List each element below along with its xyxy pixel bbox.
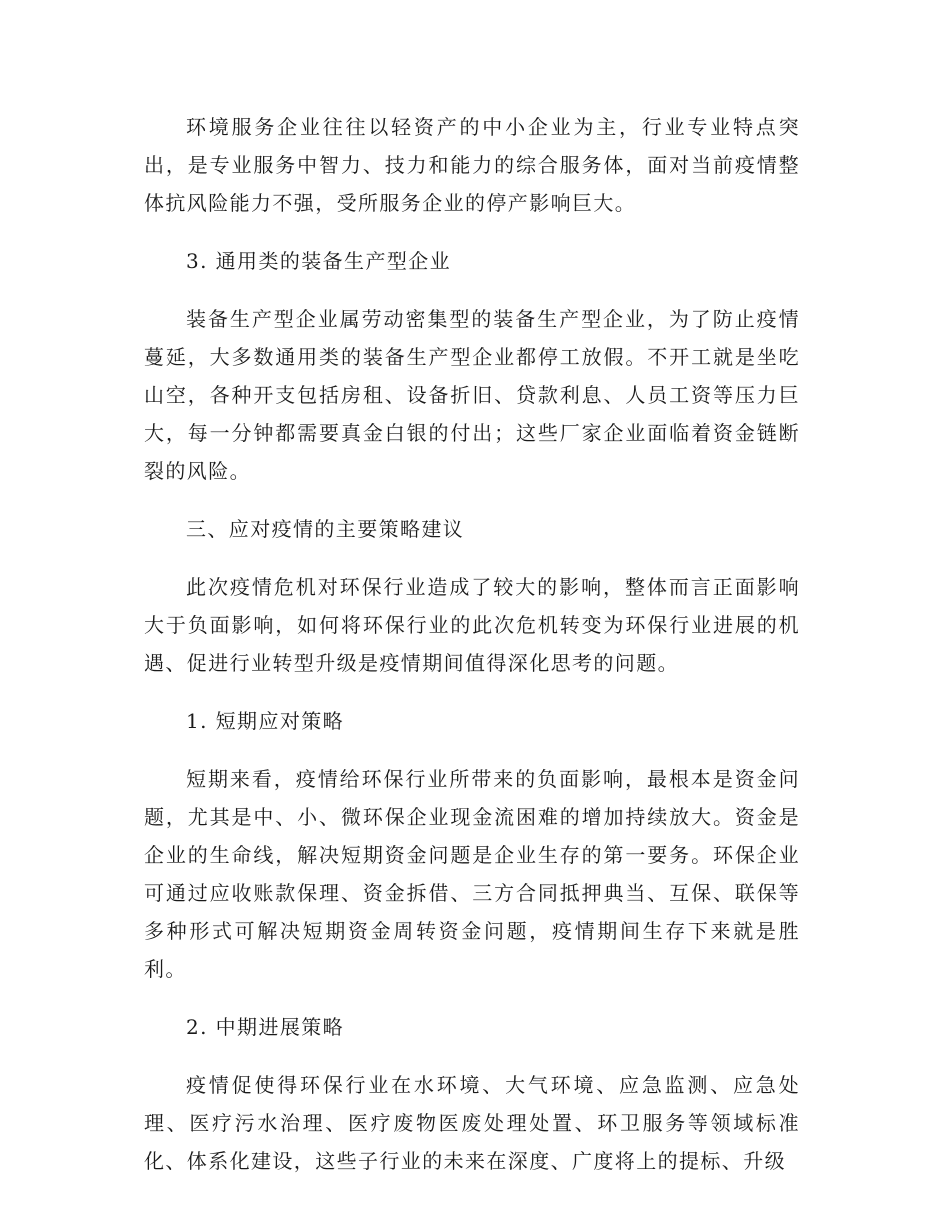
paragraph-mid-term: 疫情促使得环保行业在水环境、大气环境、应急监测、应急处理、医疗污水治理、医疗废物医废处理处置、环卫服务等领域标准化、体系化建设，这些子行业的未来在深度、广度将上的提标、升级 (144, 1073, 800, 1173)
heading-general-equipment: 3. 通用类的装备生产型企业 (186, 249, 452, 273)
heading-mid-term-strategy: 2. 中期进展策略 (186, 1015, 345, 1039)
heading-short-term-strategy: 1. 短期应对策略 (186, 709, 345, 733)
paragraph-environmental-services: 环境服务企业往往以轻资产的中小企业为主，行业专业特点突出，是专业服务中智力、技力和能力的综合服务体，面对当前疫情整体抗风险能力不强，受所服务企业的停产影响巨大。 (144, 115, 800, 215)
paragraph-short-term: 短期来看，疫情给环保行业所带来的负面影响，最根本是资金问题，尤其是中、小、微环保企业现金流困难的增加持续放大。资金是企业的生命线，解决短期资金问题是企业生存的第一要务。环保企业可通过应收账款保理、资金拆借、三方合同抵押典当、互保、联保等多种形式可解决短期资金周转资金问题，疫情期间生存下来就是胜利。 (144, 767, 800, 981)
document-body (144, 108, 800, 1200)
paragraph-crisis-impact: 此次疫情危机对环保行业造成了较大的影响，整体而言正面影响大于负面影响，如何将环保行业的此次危机转变为环保行业进展的机遇、促进行业转型升级是疫情期间值得深化思考的问题。 (144, 575, 800, 675)
paragraph-equipment-production: 装备生产型企业属劳动密集型的装备生产型企业，为了防止疫情蔓延，大多数通用类的装备生产型企业都停工放假。不开工就是坐吃山空，各种开支包括房租、设备折旧、贷款利息、人员工资等压力巨大，每一分钟都需要真金白银的付出；这些厂家企业面临着资金链断裂的风险。 (144, 307, 800, 483)
heading-strategy-suggestions: 三、应对疫情的主要策略建议 (186, 517, 465, 541)
